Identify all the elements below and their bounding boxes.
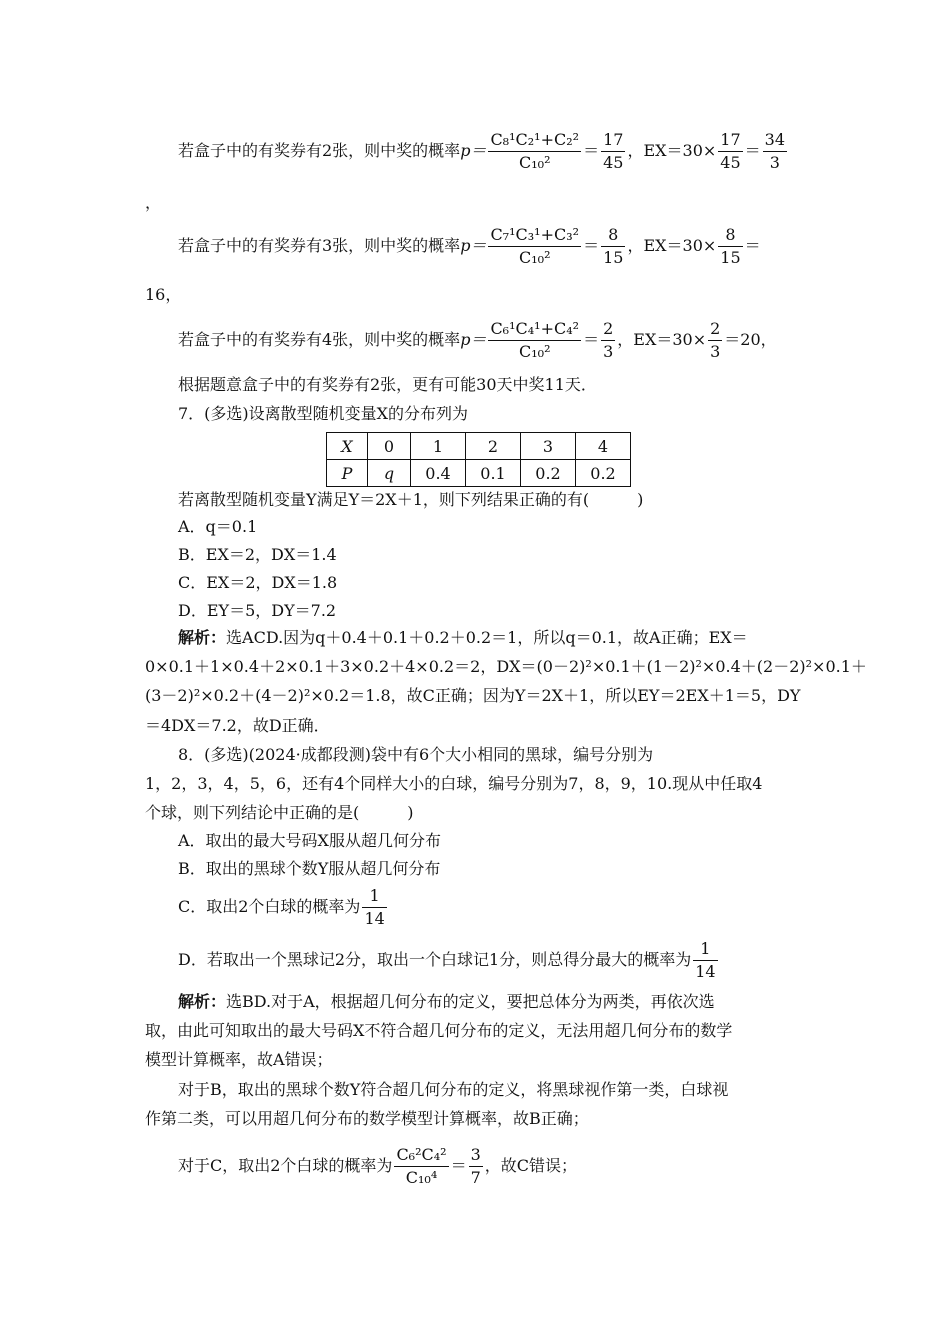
q7-option-b: B．EX＝2，DX＝1.4 — [178, 545, 337, 564]
solution-text: 对于C，取出2个白球的概率为 — [178, 1156, 393, 1175]
fraction — [601, 318, 615, 363]
frac-den: C₁₀² — [519, 248, 551, 267]
fraction — [362, 885, 386, 930]
q8-option-a: A．取出的最大号码X服从超几何分布 — [178, 831, 441, 850]
comma-line: ， — [145, 193, 162, 212]
option-text: C．取出2个白球的概率为 — [178, 897, 361, 916]
table-cell: 0 — [368, 433, 411, 460]
tail-text: ＝20， — [724, 330, 777, 349]
table-cell: 0.1 — [466, 460, 521, 487]
frac-den: C₁₀² — [519, 153, 551, 172]
frac-den: 14 — [695, 962, 716, 981]
frac-den: 45 — [720, 153, 741, 172]
frac-num: 17 — [718, 129, 742, 152]
frac-den: 45 — [603, 153, 624, 172]
q8-solution-line: 对于B，取出的黑球个数Y符合超几何分布的定义，将黑球视作第一类，白球视 — [178, 1080, 729, 1099]
frac-num: 34 — [763, 129, 787, 152]
frac-num: C₆¹C₄¹+C₄² — [488, 318, 581, 341]
frac-num: C₈¹C₂¹+C₂² — [488, 129, 581, 152]
frac-den: C₁₀⁴ — [405, 1168, 438, 1187]
table-cell: 4 — [576, 433, 631, 460]
frac-num: 3 — [469, 1144, 483, 1167]
solution-text: 选ACD.因为q＋0.4＋0.1＋0.2＋0.2＝1，所以q＝0.1，故A正确；EX＝ — [226, 628, 748, 647]
conclusion: 根据题意盒子中的有奖券有2张，更有可能30天中奖11天． — [178, 375, 597, 394]
frac-num: 17 — [601, 129, 625, 152]
option-text: D．若取出一个黑球记2分，取出一个白球记1分，则总得分最大的概率为 — [178, 950, 692, 969]
frac-num: 8 — [718, 224, 742, 247]
frac-den: 3 — [769, 153, 780, 172]
case-text: 若盒子中的有奖券有2张，则中奖的概率 — [178, 141, 461, 160]
fraction — [488, 129, 581, 174]
table-cell: 0.4 — [411, 460, 466, 487]
q7-solution-line: (3－2)²×0.2＋(4－2)²×0.2＝1.8，故C正确；因为Y＝2X＋1，所以EY＝2EX＋1＝5，DY — [145, 686, 801, 705]
table-row — [327, 433, 631, 460]
p-label: p＝ — [460, 236, 487, 255]
q8-solution-line: 取，由此可知取出的最大号码X不符合超几何分布的定义，无法用超几何分布的数学 — [145, 1021, 733, 1040]
case-text: 若盒子中的有奖券有4张，则中奖的概率 — [178, 330, 461, 349]
q8-solution-line: 作第二类，可以用超几何分布的数学模型计算概率，故B正确； — [145, 1109, 589, 1128]
equals: ＝ — [744, 141, 761, 160]
q7-stem: 7．(多选)设离散型随机变量X的分布列为 — [178, 404, 469, 423]
frac-den: 15 — [603, 248, 624, 267]
equals: ＝ — [583, 141, 600, 160]
table-cell: X — [327, 433, 368, 460]
frac-den: 15 — [720, 248, 741, 267]
table-cell: 2 — [466, 433, 521, 460]
continuation-line: 16， — [145, 285, 182, 304]
frac-num: 1 — [362, 885, 386, 908]
p-label: p＝ — [460, 330, 487, 349]
fraction — [488, 224, 581, 269]
fraction — [469, 1144, 483, 1189]
q8-stem-line: 个球，则下列结论中正确的是( ) — [145, 803, 414, 822]
ex-text: ，EX＝30× — [627, 141, 717, 160]
frac-den: 3 — [710, 342, 721, 361]
fraction — [488, 318, 581, 363]
fraction — [601, 129, 625, 174]
frac-num: C₆²C₄² — [394, 1144, 448, 1167]
fraction — [601, 224, 625, 269]
fraction — [718, 129, 742, 174]
frac-num: C₇¹C₃¹+C₃² — [488, 224, 581, 247]
fraction — [394, 1144, 448, 1189]
ex-text: ，EX＝30× — [627, 236, 717, 255]
table-cell: 0.2 — [576, 460, 631, 487]
frac-den: 3 — [603, 342, 614, 361]
p-label: p＝ — [460, 141, 487, 160]
q8-stem-line: 1，2，3，4，5，6，还有4个同样大小的白球，编号分别为7，8，9，10.现从中任取4 — [145, 774, 763, 793]
q8-stem-line: 8．(多选)(2024·成都段测)袋中有6个大小相同的黑球，编号分别为 — [178, 745, 654, 764]
q8-solution-line: 模型计算概率，故A错误； — [145, 1050, 333, 1069]
ex-text: ，EX＝30× — [617, 330, 707, 349]
q7-option-d: D．EY＝5，DY＝7.2 — [178, 601, 337, 620]
frac-den: 14 — [364, 909, 385, 928]
fraction — [718, 224, 742, 269]
q8-solution-c — [178, 1144, 577, 1189]
solution-label: 解析： — [178, 992, 227, 1011]
equals: ＝ — [450, 1156, 467, 1175]
fraction — [708, 318, 722, 363]
table-cell: P — [327, 460, 368, 487]
q8-option-c — [178, 885, 389, 930]
equals: ＝ — [583, 330, 600, 349]
q7-stem-2: 若离散型随机变量Y满足Y＝2X＋1，则下列结果正确的有( ) — [178, 490, 644, 509]
case-2-line — [178, 129, 789, 174]
solution-text: ，故C错误； — [484, 1156, 578, 1175]
frac-num: 2 — [708, 318, 722, 341]
fraction — [693, 938, 717, 983]
q7-option-a: A．q＝0.1 — [178, 517, 258, 536]
table-cell: 0.2 — [521, 460, 576, 487]
frac-num: 2 — [601, 318, 615, 341]
table-cell: q — [368, 460, 411, 487]
table-cell: 1 — [411, 433, 466, 460]
frac-den: C₁₀² — [519, 342, 551, 361]
case-3-line — [178, 224, 761, 269]
frac-num: 8 — [601, 224, 625, 247]
table-cell: 3 — [521, 433, 576, 460]
case-text: 若盒子中的有奖券有3张，则中奖的概率 — [178, 236, 461, 255]
fraction — [763, 129, 787, 174]
q7-option-c: C．EX＝2，DX＝1.8 — [178, 573, 338, 592]
q8-option-b: B．取出的黑球个数Y服从超几何分布 — [178, 859, 441, 878]
equals: ＝ — [583, 236, 600, 255]
q8-option-d — [178, 938, 720, 983]
table-row — [327, 460, 631, 487]
equals: ＝ — [744, 236, 761, 255]
distribution-table — [326, 432, 631, 487]
q8-solution-line — [178, 992, 715, 1012]
frac-num: 1 — [693, 938, 717, 961]
solution-label: 解析： — [178, 628, 227, 647]
solution-text: 选BD.对于A，根据超几何分布的定义，要把总体分为两类，再依次选 — [226, 992, 715, 1011]
q7-solution-line: 0×0.1＋1×0.4＋2×0.1＋3×0.2＋4×0.2＝2，DX＝(0－2)²×0.1＋(1－2)²×0.4＋(2－2)²×0.1＋ — [145, 657, 867, 676]
q7-solution-line — [178, 628, 748, 648]
case-4-line — [178, 318, 777, 363]
q7-solution-line: ＝4DX＝7.2，故D正确． — [145, 716, 330, 735]
frac-den: 7 — [470, 1168, 481, 1187]
